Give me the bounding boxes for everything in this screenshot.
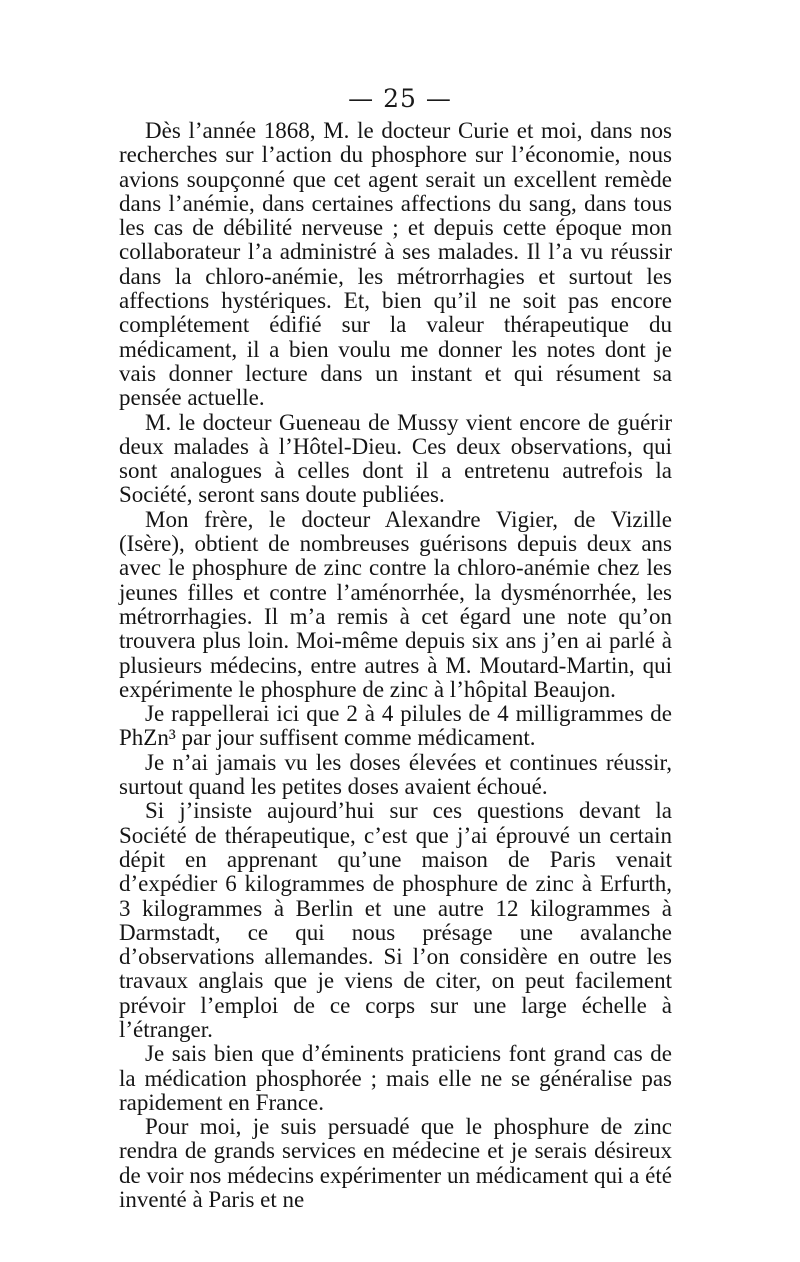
paragraph: Je sais bien que d’éminents praticiens font grand cas de la médication phosphorée ; mais elle ne se généralise pas rapidement en France. [119, 1041, 672, 1115]
paragraph: Pour moi, je suis persuadé que le phosphure de zinc rendra de grands services en médecine et je serais désireux de voir nos médecins expérimenter un médicament qui a été inventé à Paris et ne [119, 1114, 672, 1213]
paragraph: Si j’insiste aujourd’hui sur ces questions devant la Société de thérapeutique, c’est que j’ai éprouvé un certain dépit en apprenant qu’une maison de Paris venait d’expédier 6 kilogrammes de phosphure de zinc à Erfurth, 3 kilogrammes à Berlin et une autre 12 kilogrammes à Darmstadt, ce qui nous présage une avalanche d’observations allemandes. Si l’on considère en outre les travaux anglais que je viens de citer, on peut facilement prévoir l’emploi de ce corps sur une large échelle à l’étranger. [119, 798, 672, 1042]
page-number: — 25 — [348, 84, 452, 113]
paragraph: M. le docteur Gueneau de Mussy vient encore de guérir deux malades à l’Hôtel-Dieu. Ces deux observations, qui sont analogues à celles dont il a entretenu autrefois la Société, seront sans doute publiées. [119, 409, 672, 508]
paragraph: Dès l’année 1868, M. le docteur Curie et moi, dans nos recherches sur l’action du phosphore sur l’économie, nous avions soupçonné que cet agent serait un excellent remède dans l’anémie, dans certaines affections du sang, dans tous les cas de débilité nerveuse ; et depuis cette époque mon collaborateur l’a administré à ses malades. Il l’a vu réussir dans la chloro-anémie, les métrorrhagies et surtout les affections hystériques. Et, bien qu’il ne soit pas encore complétement édifié sur la valeur thérapeutique du médicament, il a bien voulu me donner les notes dont je vais donner lecture dans un instant et qui résument sa pensée actuelle. [119, 118, 672, 411]
body-text [119, 119, 672, 1212]
paragraph: Je rappellerai ici que 2 à 4 pilules de 4 milligrammes de PhZn³ par jour suffisent comme médicament. [119, 701, 672, 751]
paragraph: Mon frère, le docteur Alexandre Vigier, de Vizille (Isère), obtient de nombreuses guérisons depuis deux ans avec le phosphure de zinc contre la chloro-anémie chez les jeunes filles et contre l’aménorrhée, la dysménorrhée, les métrorrhagies. Il m’a remis à cet égard une note qu’on trouvera plus loin. Moi-même depuis six ans j’en ai parlé à plusieurs médecins, entre autres à M. Moutard-Martin, qui expérimente le phosphure de zinc à l’hôpital Beaujon. [119, 506, 672, 702]
paragraph: Je n’ai jamais vu les doses élevées et continues réussir, surtout quand les petites doses avaient échoué. [119, 749, 672, 800]
